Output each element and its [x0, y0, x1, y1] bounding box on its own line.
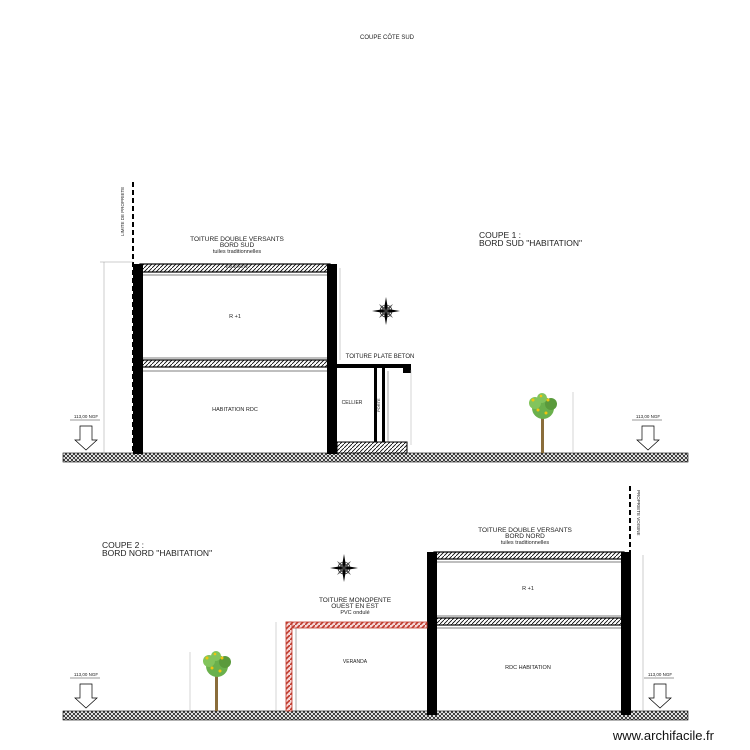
- roof-slab-2: [434, 552, 624, 559]
- floor1-label-2: R +1: [522, 586, 534, 592]
- floor1-label: R +1: [229, 314, 241, 320]
- cellier-label: CELLIER: [341, 400, 363, 406]
- flat-roof-slab: [337, 364, 407, 368]
- roof-label-2-line1: TOITURE DOUBLE VERSANTS: [478, 527, 572, 534]
- tree-icon-2: [203, 651, 231, 711]
- boundary-label: LIMITE DE PROPRIETE: [120, 186, 125, 236]
- level-marker-right-2: [644, 678, 674, 708]
- level-label-right: 113,00 NGF: [635, 414, 661, 419]
- section-2: [63, 486, 688, 720]
- watermark: www.archifacile.fr: [612, 728, 714, 743]
- wall-right-2: [621, 552, 631, 715]
- roof-label-line1: TOITURE DOUBLE VERSANTS: [190, 236, 284, 243]
- wall-left-2: [427, 552, 437, 715]
- veranda-roof: [286, 622, 427, 628]
- ground-strip-2: [63, 711, 688, 720]
- compass-rose-icon: [372, 297, 400, 325]
- veranda-label: VERANDA: [342, 659, 368, 665]
- mono-label-line2: OUEST EN EST: [331, 603, 379, 610]
- page-title: COUPE CÔTE SUD: [359, 35, 415, 41]
- compass-rose-icon-2: [330, 554, 358, 582]
- roof-small-label: ETANCHEITE: [226, 265, 248, 269]
- ground-strip: [63, 453, 688, 462]
- mono-label-line1: TOITURE MONOPENTE: [318, 597, 392, 604]
- rdc-label-2: RDC HABITATION: [505, 665, 551, 671]
- veranda-post: [286, 622, 292, 711]
- wall-right: [327, 264, 337, 454]
- level-label-left: 113,00 NGF: [73, 414, 99, 419]
- level-marker-left-2: [70, 678, 100, 708]
- cellier-floor: [337, 442, 407, 453]
- floor-slab-2: [434, 618, 624, 625]
- roof-label-2-line3: tuiles traditionnelles: [500, 540, 550, 546]
- flat-roof-label: TOITURE PLATE BETON: [345, 354, 415, 360]
- roof-label-2-line2: BORD NORD: [505, 533, 545, 540]
- rdc-label: HABITATION RDC: [212, 407, 258, 413]
- tree-icon: [529, 393, 557, 453]
- section2-title-line1: COUPE 2 :: [102, 540, 145, 550]
- mono-label-line3: PVC ondulé: [340, 610, 370, 616]
- level-label-right-2: 113,00 NGF: [647, 672, 673, 677]
- level-marker-left: [70, 420, 100, 450]
- section-1: [63, 182, 688, 462]
- roof-label-line2: BORD SUD: [219, 242, 255, 249]
- section2-title-line2: BORD NORD "HABITATION": [102, 548, 213, 558]
- section1-title-line2: BORD SUD "HABITATION": [479, 238, 583, 248]
- wall-left: [133, 264, 143, 454]
- boundary-label-2: PROPRIETE VOISINE: [636, 490, 641, 536]
- level-label-left-2: 113,00 NGF: [73, 672, 99, 677]
- roof-label-line3: tuiles traditionnelles: [212, 249, 262, 255]
- porte-label: PORTE: [376, 398, 381, 412]
- floor-slab: [140, 360, 330, 367]
- level-marker-right: [632, 420, 662, 450]
- section1-title-line1: COUPE 1 :: [479, 230, 522, 240]
